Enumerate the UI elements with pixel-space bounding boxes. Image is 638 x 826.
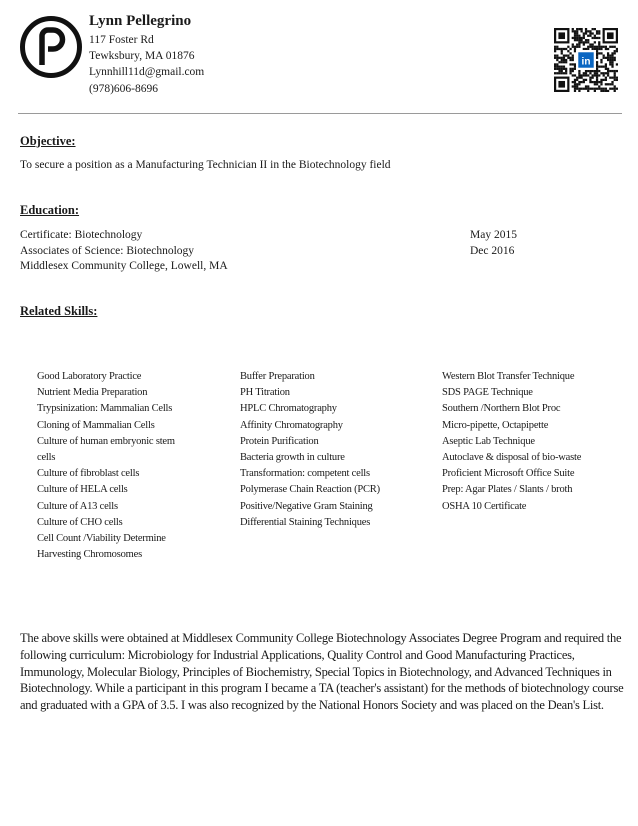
skill-item: Aseptic Lab Technique	[442, 435, 535, 447]
skill-item: Prep: Agar Plates / Slants / broth	[442, 484, 573, 496]
skill-item: SDS PAGE Technique	[442, 387, 533, 399]
summary-paragraph: The above skills were obtained at Middlesex Community College Biotechnology Associates Degree Program and required the following curriculum: Microbiology for Industrial Applications, Quality Control and Good Manufacturing Practices, Immunology, Molecular Biology, Principles of Biochemistry, Special Topics in Biotechnology, and Advanced Techniques in Biotechnology. While a participant in this program I became a TA (teacher's assistant) for the methods of biotechnology course and graduated with a GPA of 3.5. I was also recognized by the National Honors Society and was placed on the Dean's List.	[20, 631, 624, 713]
qr-code-icon[interactable]	[554, 28, 618, 92]
skills-heading: Related Skills:	[20, 304, 98, 318]
education-row	[20, 228, 517, 244]
skill-item: Culture of human embryonic stem	[37, 435, 175, 447]
skill-item: Cell Count /Viability Determine	[37, 533, 166, 545]
education-row	[20, 259, 517, 275]
skills-column-2	[240, 369, 380, 531]
skill-item: Differential Staining Techniques	[240, 516, 371, 528]
skills-column-3	[442, 369, 581, 515]
address-line-1: 117 Foster Rd	[89, 34, 154, 46]
education-label: Middlesex Community College, Lowell, MA	[20, 260, 228, 272]
education-row	[20, 244, 517, 260]
skill-item: Polymerase Chain Reaction (PCR)	[240, 484, 380, 496]
skill-item: Micro-pipette, Octapipette	[442, 419, 549, 431]
skill-item: Western Blot Transfer Technique	[442, 371, 575, 382]
phone: (978)606-8696	[89, 82, 158, 95]
skills-column-1	[37, 369, 175, 563]
skill-item: Good Laboratory Practice	[37, 371, 142, 382]
skill-item: Autoclave & disposal of bio-waste	[442, 452, 582, 464]
skill-item: Culture of CHO cells	[37, 516, 123, 528]
education-label: Associates of Science: Biotechnology	[20, 244, 195, 257]
skill-item: Transformation: competent cells	[240, 468, 370, 480]
linkedin-badge-label: in	[581, 56, 591, 68]
skill-item: Culture of fibroblast cells	[37, 468, 140, 480]
skill-item: Buffer Preparation	[240, 371, 315, 382]
education-label: Certificate: Biotechnology	[20, 229, 143, 241]
education-heading: Education:	[20, 203, 80, 217]
objective-heading: Objective:	[20, 134, 76, 148]
logo-icon	[20, 16, 82, 78]
email[interactable]: Lynnhill11d@gmail.com	[89, 66, 205, 79]
skill-item: Southern /Northern Blot Proc	[442, 403, 561, 415]
education-list	[20, 228, 517, 275]
skill-item: OSHA 10 Certificate	[442, 500, 527, 512]
address-line-2: Tewksbury, MA 01876	[89, 50, 195, 63]
skill-item: Culture of A13 cells	[37, 500, 118, 512]
candidate-name: Lynn Pellegrino	[89, 13, 192, 29]
objective-text: To secure a position as a Manufacturing Technician II in the Biotechnology field	[20, 159, 391, 171]
skill-item: cells	[37, 452, 56, 464]
skill-item: Culture of HELA cells	[37, 484, 128, 496]
skill-item: HPLC Chromatography	[240, 403, 337, 415]
header-divider	[18, 113, 622, 114]
education-date: Dec 2016	[470, 244, 515, 257]
skill-item: Proficient Microsoft Office Suite	[442, 468, 575, 480]
skill-item: Trypsinization: Mammalian Cells	[37, 403, 173, 415]
skill-item: Nutrient Media Preparation	[37, 387, 148, 399]
skill-item: Bacteria growth in culture	[240, 452, 345, 464]
skill-item: Protein Purification	[240, 435, 319, 447]
education-date: May 2015	[470, 229, 517, 241]
skill-item: Cloning of Mammalian Cells	[37, 419, 155, 431]
skill-item: Harvesting Chromosomes	[37, 549, 142, 561]
skill-item: Affinity Chromatography	[240, 419, 343, 431]
skill-item: PH Titration	[240, 387, 290, 399]
skill-item: Positive/Negative Gram Staining	[240, 500, 373, 512]
contact-block	[89, 12, 204, 97]
